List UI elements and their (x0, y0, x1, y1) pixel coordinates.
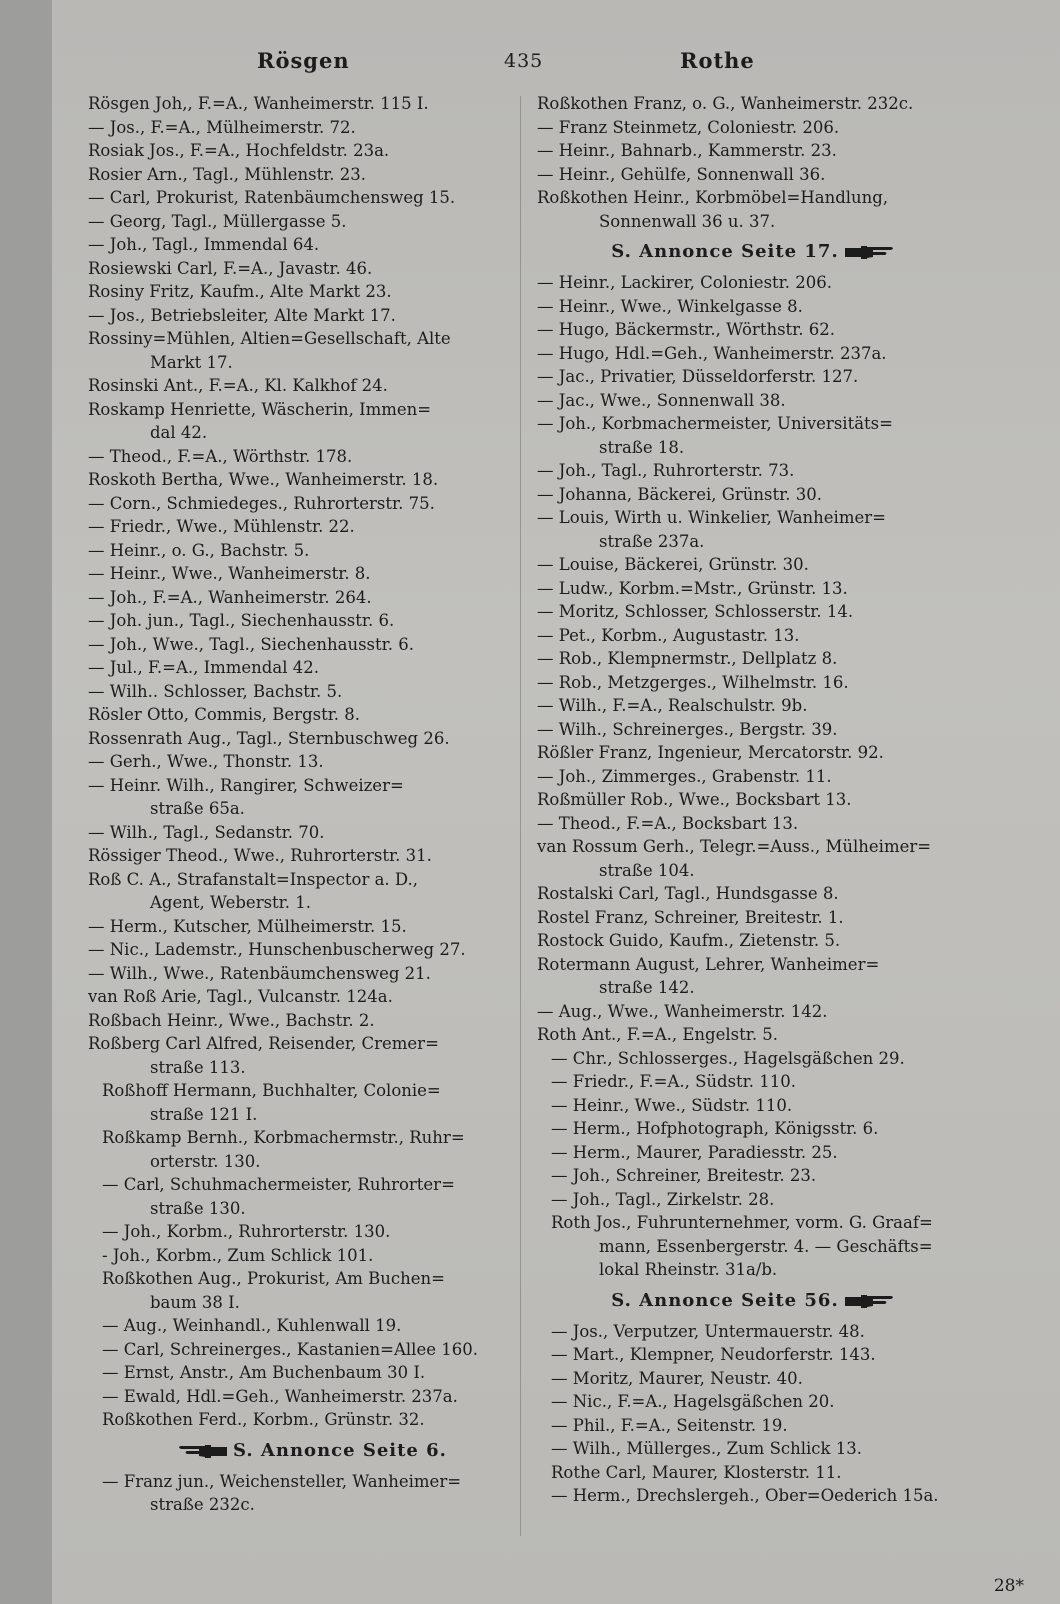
directory-entry: — Jac., Privatier, Düsseldorferstr. 127. (537, 367, 859, 386)
pointing-hand-icon (175, 1443, 227, 1459)
directory-entry: — Ernst, Anstr., Am Buchenbaum 30 I. (102, 1363, 426, 1382)
directory-entry: — Moritz, Schlosser, Schlosserstr. 14. (537, 602, 854, 621)
directory-entry: — Wilh.. Schlosser, Bachstr. 5. (88, 681, 343, 701)
directory-entry: — Aug., Wwe., Wanheimerstr. 142. (537, 1001, 828, 1021)
entry-continuation: straße 18. (599, 437, 685, 457)
directory-entry: — Aug., Weinhandl., Kuhlenwall 19. (102, 1316, 402, 1335)
entry-continuation: lokal Rheinstr. 31a/b. (599, 1260, 778, 1279)
directory-entry: — Joh., Korbm., Ruhrorterstr. 130. (102, 1222, 391, 1241)
directory-entry: — Joh., Zimmerges., Grabenstr. 11. (537, 766, 832, 786)
directory-entry: — Rob., Metzgerges., Wilhelmstr. 16. (537, 672, 849, 692)
directory-entry: Roßmüller Rob., Wwe., Bocksbart 13. (537, 790, 852, 809)
directory-entry: — Herm., Drechslergeh., Ober=Oederich 15a. (551, 1486, 939, 1505)
directory-entry: — Franz Steinmetz, Coloniestr. 206. (537, 117, 840, 137)
header-left-keyword: Rösgen (257, 48, 350, 73)
directory-entry: — Jos., Betriebsleiter, Alte Markt 17. (88, 305, 396, 325)
directory-entry: — Mart., Klempner, Neudorferstr. 143. (551, 1345, 876, 1364)
directory-entry: — Wilh., Müllerges., Zum Schlick 13. (551, 1439, 863, 1458)
directory-entry: — Carl, Schreinerges., Kastanien=Allee 160. (102, 1339, 478, 1359)
directory-entry: — Wilh., Tagl., Sedanstr. 70. (88, 822, 325, 842)
advertisement-reference (88, 1432, 528, 1470)
entry-continuation: Agent, Weberstr. 1. (150, 893, 311, 912)
entry-continuation: straße 113. (150, 1057, 246, 1077)
directory-entry: Rostel Franz, Schreiner, Breitestr. 1. (537, 907, 844, 927)
directory-entry: — Joh., Wwe., Tagl., Siechenhausstr. 6. (88, 634, 414, 654)
entry-continuation: Sonnenwall 36 u. 37. (599, 211, 776, 231)
directory-entry: — Louise, Bäckerei, Grünstr. 30. (537, 555, 809, 574)
directory-entry: — Moritz, Maurer, Neustr. 40. (551, 1368, 803, 1388)
directory-entry: — Theod., F.=A., Bocksbart 13. (537, 813, 799, 833)
directory-entry: — Louis, Wirth u. Winkelier, Wanheimer= (537, 508, 886, 527)
directory-entry: Rossiny=Mühlen, Altien=Gesellschaft, Alte (88, 329, 451, 348)
advertisement-text: S. Annonce Seite 6. (233, 1439, 447, 1461)
entry-continuation: straße 121 I. (150, 1104, 258, 1124)
directory-entry: Roßbach Heinr., Wwe., Bachstr. 2. (88, 1010, 375, 1030)
directory-entry: — Friedr., Wwe., Mühlenstr. 22. (88, 517, 355, 536)
directory-entry: Rostock Guido, Kaufm., Zietenstr. 5. (537, 931, 841, 950)
directory-entry: - Joh., Korbm., Zum Schlick 101. (102, 1245, 374, 1265)
directory-entry: Rössiger Theod., Wwe., Ruhrorterstr. 31. (88, 846, 432, 865)
directory-entry: Roth Ant., F.=A., Engelstr. 5. (537, 1025, 779, 1044)
directory-entry: — Pet., Korbm., Augustastr. 13. (537, 625, 800, 645)
directory-entry: Roskoth Bertha, Wwe., Wanheimerstr. 18. (88, 470, 439, 489)
advertisement-text: S. Annonce Seite 17. (611, 241, 839, 262)
directory-entry: Roßberg Carl Alfred, Reisender, Cremer= (88, 1034, 439, 1053)
sheet-signature: 28* (993, 1576, 1024, 1596)
directory-entry: — Ludw., Korbm.=Mstr., Grünstr. 13. (537, 578, 848, 598)
directory-entry: — Carl, Schuhmachermeister, Ruhrorter= (102, 1175, 455, 1194)
directory-entry: Roß C. A., Strafanstalt=Inspector a. D., (88, 869, 419, 889)
directory-entry: — Joh., F.=A., Wanheimerstr. 264. (88, 587, 372, 607)
directory-entry: — Joh., Schreiner, Breitestr. 23. (551, 1166, 817, 1185)
directory-entry: — Heinr., Gehülfe, Sonnenwall 36. (537, 164, 826, 184)
directory-entry: Rosiak Jos., F.=A., Hochfeldstr. 23a. (88, 141, 390, 160)
entry-continuation: orterstr. 130. (150, 1151, 261, 1171)
directory-entry: — Heinr. Wilh., Rangirer, Schweizer= (88, 775, 404, 795)
directory-entry: — Jos., F.=A., Mülheimerstr. 72. (88, 117, 356, 137)
directory-entry: — Heinr., Wwe., Südstr. 110. (551, 1095, 793, 1115)
directory-entry: — Joh., Tagl., Ruhrorterstr. 73. (537, 461, 795, 480)
directory-entry: — Theod., F.=A., Wörthstr. 178. (88, 446, 353, 466)
directory-entry: — Corn., Schmiedeges., Ruhrorterstr. 75. (88, 493, 435, 513)
directory-entry: Rossenrath Aug., Tagl., Sternbuschweg 26. (88, 728, 450, 748)
directory-entry: — Nic., F.=A., Hagelsgäßchen 20. (551, 1392, 835, 1411)
directory-entry: — Joh., Korbmachermeister, Universitäts= (537, 414, 893, 433)
directory-entry: — Hugo, Bäckermstr., Wörthstr. 62. (537, 320, 835, 339)
directory-entry: — Johanna, Bäckerei, Grünstr. 30. (537, 484, 822, 504)
directory-entry: — Wilh., Schreinerges., Bergstr. 39. (537, 719, 838, 739)
directory-entry: — Herm., Hofphotograph, Königsstr. 6. (551, 1119, 879, 1138)
directory-entry: Rößler Franz, Ingenieur, Mercatorstr. 92. (537, 743, 884, 762)
directory-entry: Rösler Otto, Commis, Bergstr. 8. (88, 705, 361, 724)
directory-entry: Roskamp Henriette, Wäscherin, Immen= (88, 399, 432, 419)
entry-continuation: straße 130. (150, 1198, 246, 1218)
directory-entry: — Ewald, Hdl.=Geh., Wanheimerstr. 237a. (102, 1386, 458, 1406)
directory-entry: Rosier Arn., Tagl., Mühlenstr. 23. (88, 164, 367, 184)
directory-entry: Roßkothen Aug., Prokurist, Am Buchen= (102, 1269, 445, 1288)
directory-entry: — Heinr., o. G., Bachstr. 5. (88, 540, 310, 560)
advertisement-text: S. Annonce Seite 56. (611, 1289, 839, 1311)
directory-page (52, 0, 1060, 1604)
directory-entry: — Herm., Kutscher, Mülheimerstr. 15. (88, 916, 407, 936)
directory-entry: Rostalski Carl, Tagl., Hundsgasse 8. (537, 884, 839, 903)
directory-entry: — Gerh., Wwe., Thonstr. 13. (88, 752, 324, 771)
entry-continuation: straße 104. (599, 860, 695, 880)
directory-entry: Rosinski Ant., F.=A., Kl. Kalkhof 24. (88, 376, 388, 395)
directory-entry: — Chr., Schlosserges., Hagelsgäßchen 29. (551, 1048, 905, 1068)
page-number: 435 (504, 50, 544, 72)
entry-continuation: straße 142. (599, 978, 695, 997)
directory-entry: — Heinr., Wwe., Winkelgasse 8. (537, 296, 803, 316)
directory-entry: — Nic., Lademstr., Hunschenbuscherweg 27. (88, 940, 466, 959)
directory-entry: — Heinr., Wwe., Wanheimerstr. 8. (88, 564, 371, 583)
directory-entry: — Herm., Maurer, Paradiesstr. 25. (551, 1142, 838, 1162)
directory-entry: — Franz jun., Weichensteller, Wanheimer= (102, 1471, 462, 1491)
directory-entry: — Heinr., Lackirer, Coloniestr. 206. (537, 273, 832, 292)
entry-continuation: straße 232c. (150, 1495, 255, 1514)
directory-entry: — Wilh., Wwe., Ratenbäumchensweg 21. (88, 963, 431, 983)
directory-entry: — Joh., Tagl., Zirkelstr. 28. (551, 1189, 775, 1209)
directory-entry: — Georg, Tagl., Müllergasse 5. (88, 211, 347, 231)
pointing-hand-icon (845, 244, 897, 260)
entry-continuation: dal 42. (150, 423, 208, 442)
directory-entry: van Roß Arie, Tagl., Vulcanstr. 124a. (88, 987, 393, 1006)
directory-entry: Roßkothen Franz, o. G., Wanheimerstr. 232c. (537, 94, 914, 113)
directory-entry: — Wilh., F.=A., Realschulstr. 9b. (537, 696, 808, 715)
page-header (52, 48, 1060, 78)
directory-entry: Roßkothen Ferd., Korbm., Grünstr. 32. (102, 1410, 425, 1429)
directory-entry: Rösgen Joh,, F.=A., Wanheimerstr. 115 I. (88, 94, 429, 113)
entry-continuation: straße 237a. (599, 531, 705, 551)
right-column (537, 92, 977, 1508)
directory-entry: Rosiny Fritz, Kaufm., Alte Markt 23. (88, 282, 392, 301)
entry-continuation: Markt 17. (150, 352, 233, 372)
directory-entry: van Rossum Gerh., Telegr.=Auss., Mülheimer= (537, 837, 932, 856)
directory-entry: — Jos., Verputzer, Untermauerstr. 48. (551, 1321, 865, 1341)
directory-entry: Roßhoff Hermann, Buchhalter, Colonie= (102, 1081, 441, 1100)
directory-entry: — Rob., Klempnermstr., Dellplatz 8. (537, 649, 838, 668)
entry-continuation: straße 65a. (150, 799, 245, 818)
directory-entry: — Phil., F.=A., Seitenstr. 19. (551, 1415, 788, 1435)
pointing-hand-icon (845, 1293, 897, 1309)
header-right-keyword: Rothe (680, 48, 755, 73)
directory-entry: — Friedr., F.=A., Südstr. 110. (551, 1072, 796, 1091)
entry-continuation: mann, Essenbergerstr. 4. — Geschäfts= (599, 1236, 933, 1256)
directory-entry: — Carl, Prokurist, Ratenbäumchensweg 15. (88, 188, 456, 207)
directory-entry: Roth Jos., Fuhrunternehmer, vorm. G. Graaf= (551, 1213, 933, 1232)
directory-entry: Roßkamp Bernh., Korbmachermstr., Ruhr= (102, 1128, 465, 1147)
directory-entry: — Heinr., Bahnarb., Kammerstr. 23. (537, 141, 837, 160)
directory-entry: Rothe Carl, Maurer, Klosterstr. 11. (551, 1462, 842, 1482)
directory-entry: Roßkothen Heinr., Korbmöbel=Handlung, (537, 188, 889, 207)
advertisement-reference (537, 233, 977, 271)
directory-entry: — Hugo, Hdl.=Geh., Wanheimerstr. 237a. (537, 343, 887, 363)
entry-continuation: baum 38 I. (150, 1292, 240, 1312)
left-column (88, 92, 528, 1517)
directory-entry: Rosiewski Carl, F.=A., Javastr. 46. (88, 258, 373, 278)
directory-entry: — Joh. jun., Tagl., Siechenhausstr. 6. (88, 611, 395, 630)
directory-entry: — Jul., F.=A., Immendal 42. (88, 658, 319, 677)
directory-entry: Rotermann August, Lehrer, Wanheimer= (537, 954, 880, 974)
directory-entry: — Jac., Wwe., Sonnenwall 38. (537, 390, 786, 410)
directory-entry: — Joh., Tagl., Immendal 64. (88, 235, 320, 254)
advertisement-reference (537, 1282, 977, 1320)
